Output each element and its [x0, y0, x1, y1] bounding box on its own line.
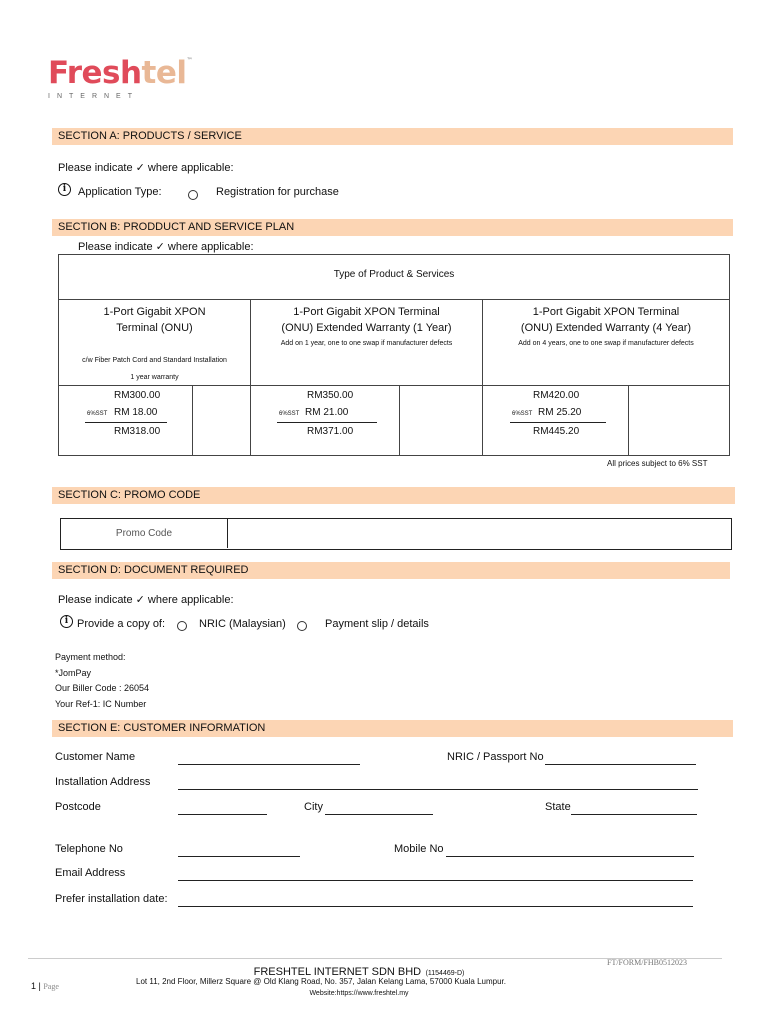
section-b-indicate: Please indicate ✓ where applicable: [78, 241, 254, 253]
info-icon: i [58, 183, 71, 196]
city-label: City [304, 801, 323, 813]
product-2-sum-line [277, 421, 377, 423]
table-divider [59, 299, 729, 300]
installation-address-label: Installation Address [55, 776, 151, 788]
product-2-total: RM371.00 [307, 426, 354, 437]
product-1-warranty: 1 year warranty [130, 374, 179, 381]
product-3-price: RM420.00 [533, 390, 580, 401]
product-3-sum-line [510, 421, 606, 423]
payment-slip-radio[interactable] [297, 621, 307, 631]
footer-address: Lot 11, 2nd Floor, Millerz Square @ Old Klang Road, No. 357, Jalan Kelang Lama, 57000 Kuala Lumpur. [136, 977, 506, 986]
installation-address-field[interactable] [178, 788, 698, 790]
payment-jompay-line: *JomPay [55, 667, 92, 678]
product-3-sst: RM 25.20 [538, 407, 582, 418]
state-label: State [545, 801, 571, 813]
email-field[interactable] [178, 879, 693, 881]
info-icon: i [60, 615, 73, 628]
product-2-note: Add on 1 year, one to one swap if manufacturer defects [280, 340, 453, 347]
company-reg: (1154469-D) [425, 970, 465, 977]
product-1-note: c/w Fiber Patch Cord and Standard Installation [82, 357, 227, 364]
section-a-indicate: Please indicate ✓ where applicable: [58, 162, 234, 174]
product-1-total: RM318.00 [114, 426, 161, 437]
section-b-header: SECTION B: PRODDUCT AND SERVICE PLAN [52, 219, 733, 236]
product-3-name [483, 304, 729, 336]
promo-code-input[interactable] [228, 519, 730, 548]
mobile-label: Mobile No [394, 843, 444, 855]
telephone-label: Telephone No [55, 843, 123, 855]
product-1-sum-line [85, 421, 167, 423]
registration-label: Registration for purchase [216, 186, 339, 198]
customer-name-field[interactable] [178, 763, 360, 765]
telephone-field[interactable] [178, 855, 300, 857]
product-2-name [251, 304, 482, 336]
product-3-name-line1: 1-Port Gigabit XPON Terminal [532, 306, 680, 318]
product-2-price: RM350.00 [307, 390, 354, 401]
table-divider [399, 385, 400, 455]
application-type-label: Application Type: [78, 186, 162, 198]
payment-method-line: Payment method: [55, 652, 126, 662]
product-3-total: RM445.20 [533, 426, 580, 437]
postcode-field[interactable] [178, 813, 267, 815]
email-label: Email Address [55, 867, 126, 879]
table-divider [628, 385, 629, 455]
product-1-name-line1: 1-Port Gigabit XPON [103, 306, 206, 318]
product-1-name [59, 304, 250, 336]
postcode-label: Postcode [55, 801, 101, 813]
page-word: Page [43, 982, 59, 991]
install-date-field[interactable] [178, 905, 693, 907]
state-field[interactable] [571, 813, 697, 815]
product-3-note: Add on 4 years, one to one swap if manufacturer defects [518, 340, 694, 347]
nric-passport-label: NRIC / Passport No [447, 751, 544, 763]
registration-radio[interactable] [188, 190, 198, 200]
payment-slip-label: Payment slip / details [325, 618, 429, 630]
footer-website: Website:https://www.freshtel.my [309, 990, 409, 997]
prices-note: All prices subject to 6% SST [607, 459, 708, 468]
section-d-indicate: Please indicate ✓ where applicable: [58, 594, 234, 606]
form-code: FT/FORM/FHB0512023 [607, 958, 688, 967]
product-1-name-line2: Terminal (ONU) [116, 322, 193, 334]
product-table [58, 254, 730, 456]
section-a-header: SECTION A: PRODUCTS / SERVICE [52, 128, 733, 145]
company-name: FRESHTEL INTERNET SDN BHD [253, 966, 422, 978]
product-3-name-line2: (ONU) Extended Warranty (4 Year) [520, 322, 692, 334]
product-1-sst-label: 6%SST [87, 411, 108, 417]
table-divider [192, 385, 193, 455]
install-date-label: Prefer installation date: [55, 893, 168, 905]
product-2-name-line2: (ONU) Extended Warranty (1 Year) [281, 322, 452, 334]
nric-label: NRIC (Malaysian) [199, 618, 286, 630]
product-2-sst: RM 21.00 [305, 407, 349, 418]
promo-code-label: Promo Code [115, 528, 173, 539]
logo-tel: tel [141, 55, 187, 91]
nric-passport-field[interactable] [545, 763, 696, 765]
city-field[interactable] [325, 813, 433, 815]
logo-fresh: Fresh [48, 55, 142, 91]
provide-copy-label: Provide a copy of: [77, 618, 166, 630]
table-header: Type of Product & Services [333, 269, 455, 280]
payment-info [55, 650, 149, 712]
product-1-price: RM300.00 [114, 390, 161, 401]
payment-ref-line: Your Ref-1: IC Number [55, 698, 147, 709]
page-number [31, 981, 59, 991]
nric-radio[interactable] [177, 621, 187, 631]
mobile-field[interactable] [446, 855, 694, 857]
section-d-header: SECTION D: DOCUMENT REQUIRED [52, 562, 730, 579]
product-1-sst: RM 18.00 [114, 407, 158, 418]
section-e-header: SECTION E: CUSTOMER INFORMATION [52, 720, 733, 737]
customer-name-label: Customer Name [55, 751, 136, 763]
promo-code-box [60, 518, 732, 550]
product-3-sst-label: 6%SST [512, 411, 533, 417]
product-2-sst-label: 6%SST [279, 411, 300, 417]
payment-biller-line: Our Biller Code : 26054 [55, 683, 150, 693]
logo-trademark: ™ [186, 57, 193, 64]
logo-subtitle: INTERNET [48, 93, 139, 100]
product-2-name-line1: 1-Port Gigabit XPON Terminal [293, 306, 440, 318]
freshtel-logo [48, 55, 193, 91]
page-num: 1 | [31, 981, 41, 991]
section-c-header: SECTION C: PROMO CODE [52, 487, 735, 504]
